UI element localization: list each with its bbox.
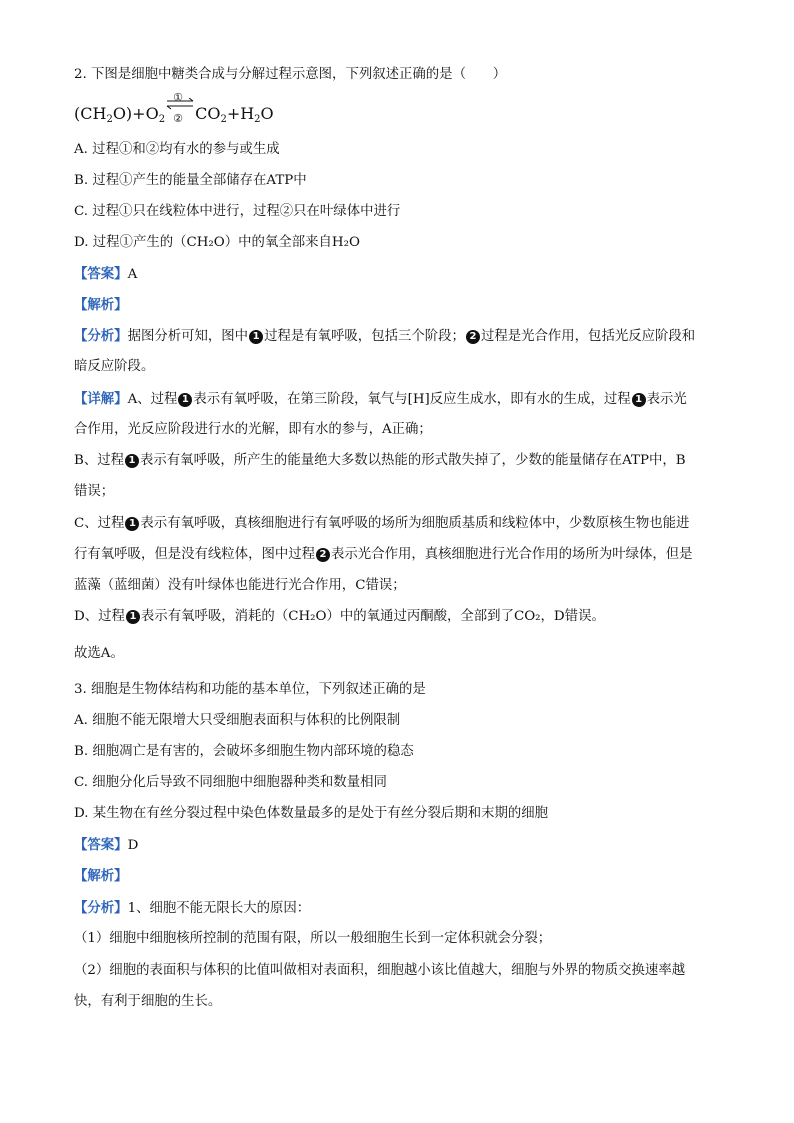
q3-fenxi-line1: 【分析】1、细胞不能无限长大的原因： bbox=[74, 900, 311, 916]
q2-detail-a-line1: 【详解】A、过程 1 表示有氧呼吸，在第三阶段，氧气与[H]反应生成水，即有水的生成，过程 1 表示光 bbox=[74, 391, 687, 407]
q2-detail-b-line2: 错误； bbox=[74, 484, 115, 499]
q2-option-d: D. 过程①产生的（CH₂O）中的氧全部来自H₂O bbox=[74, 235, 360, 250]
q3-fenxi-line3: （2）细胞的表面积与体积的比值叫做相对表面积，细胞越小该比值越大，细胞与外界的物质交换速率越 bbox=[74, 963, 686, 978]
reversible-arrow-icon: ① ② bbox=[165, 93, 195, 119]
q3-option-c: C. 细胞分化后导致不同细胞中细胞器种类和数量相同 bbox=[74, 775, 387, 790]
q3-answer: 【答案】D bbox=[74, 837, 139, 853]
q2-detail-c-line3: 蓝藻（蓝细菌）没有叶绿体也能进行光合作用，C错误； bbox=[74, 578, 406, 593]
q2-stem: 2. 下图是细胞中糖类合成与分解过程示意图，下列叙述正确的是（ ） bbox=[74, 67, 507, 82]
q2-option-c: C. 过程①只在线粒体中进行，过程②只在叶绿体中进行 bbox=[74, 204, 401, 219]
q2-conclusion: 故选A。 bbox=[74, 646, 124, 661]
q3-fenxi-line4: 快，有利于细胞的生长。 bbox=[74, 994, 222, 1009]
q2-option-b: B. 过程①产生的能量全部储存在ATP中 bbox=[74, 173, 307, 188]
q2-detail-c-line1: C、过程 1 表示有氧呼吸，真核细胞进行有氧呼吸的场所为细胞质基质和线粒体中，少数原核生物也能进 bbox=[74, 516, 690, 531]
circled-one-icon: 1 bbox=[125, 454, 139, 468]
circled-one-icon: 1 bbox=[178, 393, 192, 407]
q2-detail-c-line2: 行有氧呼吸，但是没有线粒体，图中过程 2 表示光合作用，真核细胞进行光合作用的场所为叶绿体，但是 bbox=[74, 547, 693, 562]
q2-detail-b-line1: B、过程 1 表示有氧呼吸，所产生的能量绝大多数以热能的形式散失掉了，少数的能量储存在ATP中，B bbox=[74, 453, 686, 468]
q2-fenxi-line2: 暗反应阶段。 bbox=[74, 359, 155, 374]
q2-detail-a-line2: 合作用，光反应阶段进行水的光解，即有水的参与，A正确； bbox=[74, 422, 432, 437]
circled-two-icon: 2 bbox=[466, 330, 480, 344]
q3-analysis-heading: 【解析】 bbox=[74, 868, 128, 884]
circled-one-icon: 1 bbox=[125, 517, 139, 531]
q2-formula: $(CH_2O)+O_2$ ① ② $CO_2+H_2O$ bbox=[74, 91, 274, 125]
q3-fenxi-line2: （1）细胞中细胞核所控制的范围有限，所以一般细胞生长到一定体积就会分裂； bbox=[74, 931, 552, 946]
circled-one-icon: 1 bbox=[126, 610, 140, 624]
circled-one-icon: 1 bbox=[632, 393, 646, 407]
q3-option-d: D. 某生物在有丝分裂过程中染色体数量最多的是处于有丝分裂后期和末期的细胞 bbox=[74, 806, 549, 821]
circled-two-icon: 2 bbox=[316, 548, 330, 562]
q2-detail-d-line1: D、过程 1 表示有氧呼吸，消耗的（CH₂O）中的氧通过丙酮酸，全部到了CO₂，D错误。 bbox=[74, 609, 605, 624]
circled-one-icon: 1 bbox=[249, 330, 263, 344]
q3-stem: 3. 细胞是生物体结构和功能的基本单位，下列叙述正确的是 bbox=[74, 682, 426, 697]
q2-fenxi-line1: 【分析】据图分析可知，图中 1 过程是有氧呼吸，包括三个阶段； 2 过程是光合作用，包括光反应阶段和 bbox=[74, 328, 696, 344]
q2-option-a: A. 过程①和②均有水的参与或生成 bbox=[74, 142, 280, 157]
q3-option-b: B. 细胞凋亡是有害的，会破坏多细胞生物内部环境的稳态 bbox=[74, 744, 414, 759]
q2-answer: 【答案】A bbox=[74, 266, 138, 282]
q3-option-a: A. 细胞不能无限增大只受细胞表面积与体积的比例限制 bbox=[74, 713, 401, 728]
q2-analysis-heading: 【解析】 bbox=[74, 297, 128, 313]
